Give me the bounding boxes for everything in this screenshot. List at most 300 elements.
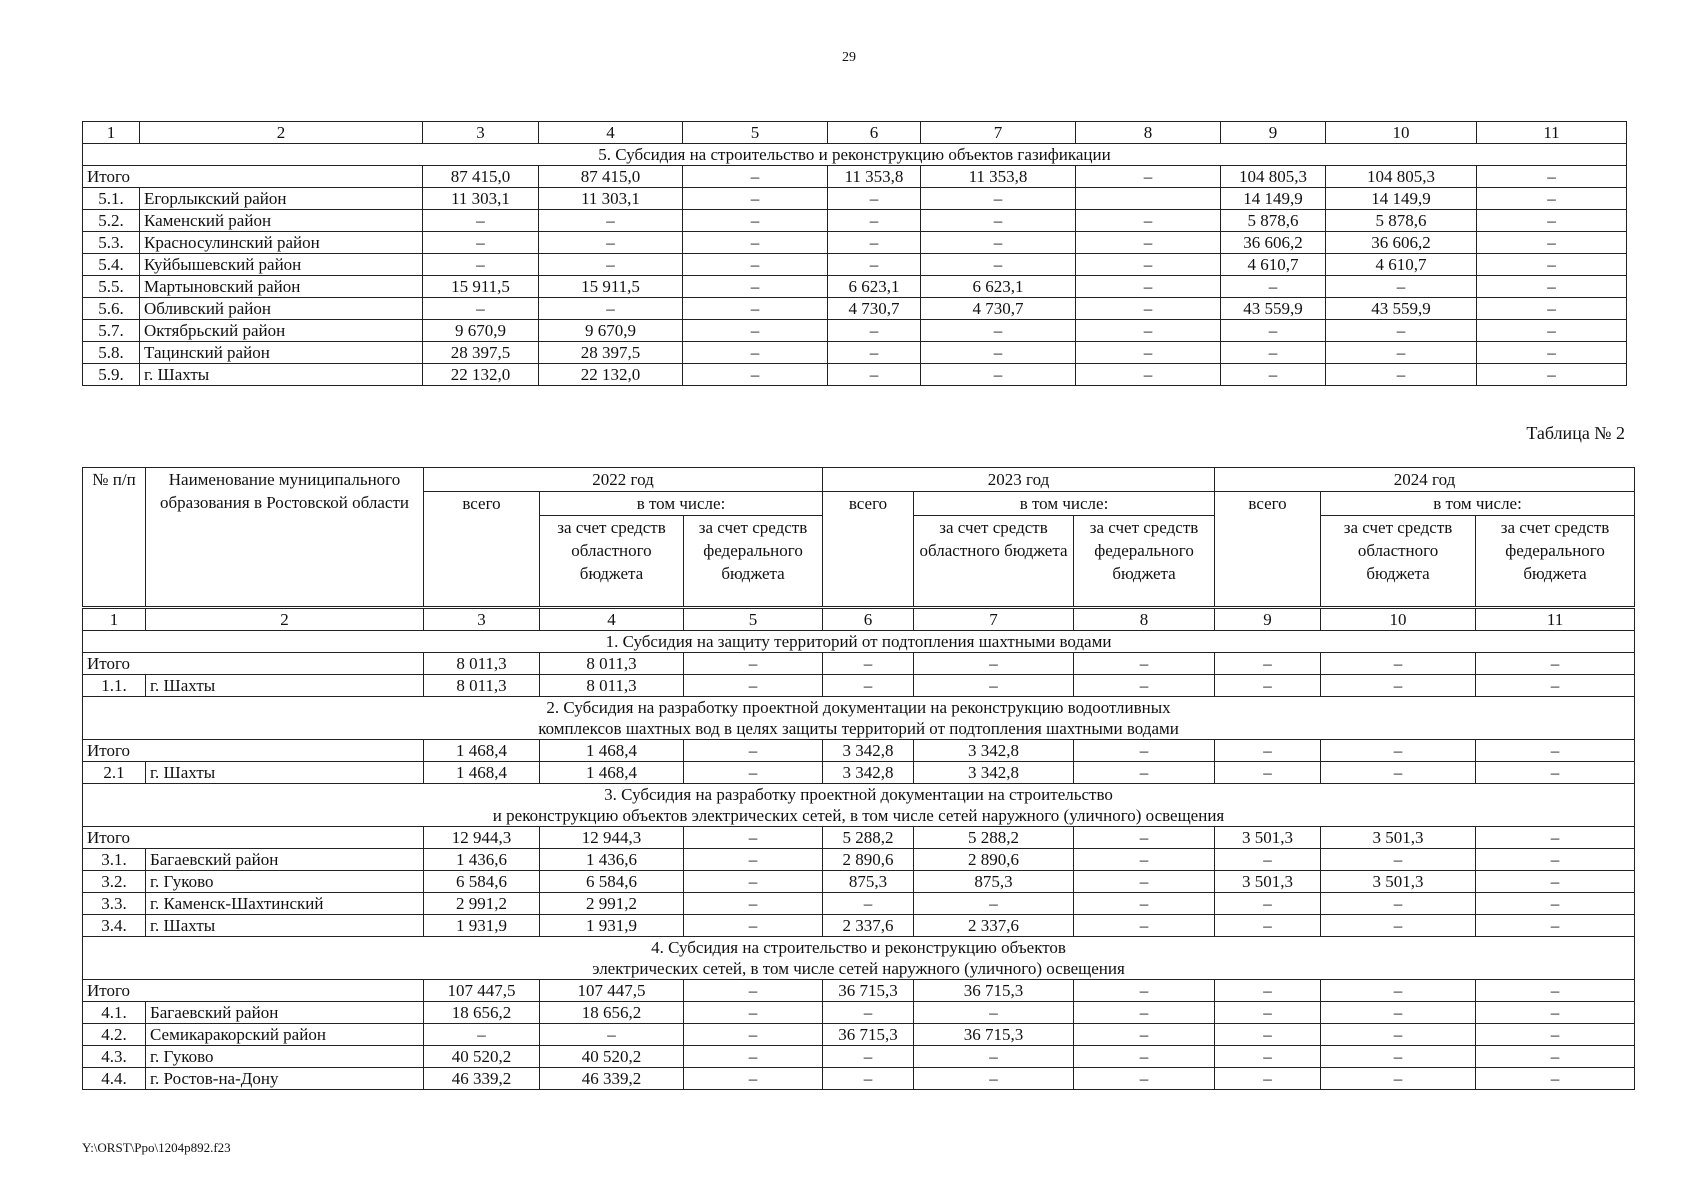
value-cell: – (823, 893, 914, 915)
section-title-line: комплексов шахтных вод в целях защиты территорий от подтопления шахтными водами (538, 719, 1179, 738)
row-number: 5.2. (83, 210, 140, 232)
table-row (83, 342, 1627, 364)
value-cell: – (1074, 762, 1215, 784)
value-cell: 22 132,0 (539, 364, 683, 386)
table-row (83, 188, 1627, 210)
value-cell: – (1215, 740, 1321, 762)
section-row (83, 697, 1635, 740)
value-cell: – (1074, 871, 1215, 893)
value-cell: 5 288,2 (823, 827, 914, 849)
value-cell: 8 011,3 (540, 653, 684, 675)
value-cell: – (823, 675, 914, 697)
value-cell: 11 303,1 (539, 188, 683, 210)
value-cell: – (1074, 675, 1215, 697)
value-cell: – (1476, 827, 1635, 849)
value-cell: – (684, 1002, 823, 1024)
header-federal-2023: за счет средств федерального бюджета (1074, 516, 1215, 608)
table-2-caption: Таблица № 2 (1526, 423, 1625, 443)
value-cell: 1 468,4 (540, 740, 684, 762)
value-cell: – (828, 210, 921, 232)
value-cell: 4 610,7 (1221, 254, 1326, 276)
value-cell: – (921, 188, 1076, 210)
value-cell: – (1215, 675, 1321, 697)
value-cell: – (1076, 166, 1221, 188)
value-cell: – (1076, 232, 1221, 254)
value-cell: – (1221, 276, 1326, 298)
page-number: 29 (842, 50, 856, 65)
header-name: Наименование муниципального образования в Ростовской области (146, 468, 424, 608)
header-total-2022: всего (424, 492, 540, 608)
value-cell: – (1321, 675, 1476, 697)
table-row (83, 1024, 1635, 1046)
municipality-name: г. Ростов-на-Дону (146, 1068, 424, 1090)
value-cell: – (683, 232, 828, 254)
value-cell: – (1477, 320, 1627, 342)
header-federal-2024: за счет средств федерального бюджета (1476, 516, 1635, 608)
value-cell: 22 132,0 (423, 364, 539, 386)
row-number: 4.1. (83, 1002, 146, 1024)
row-number: 3.4. (83, 915, 146, 937)
value-cell: – (683, 210, 828, 232)
column-number: 2 (140, 122, 423, 144)
value-cell: – (828, 320, 921, 342)
table-row (83, 210, 1627, 232)
row-number: 5.8. (83, 342, 140, 364)
section-title (83, 784, 1635, 827)
value-cell: – (1321, 1024, 1476, 1046)
value-cell: – (1215, 1002, 1321, 1024)
column-number: 10 (1326, 122, 1477, 144)
municipality-name: Багаевский район (146, 1002, 424, 1024)
row-number: 2.1 (83, 762, 146, 784)
value-cell: – (1074, 1068, 1215, 1090)
value-cell: – (1476, 1024, 1635, 1046)
value-cell: – (684, 1068, 823, 1090)
value-cell: – (683, 166, 828, 188)
table-row (83, 276, 1627, 298)
value-cell: – (1476, 915, 1635, 937)
value-cell: 2 991,2 (540, 893, 684, 915)
total-label: Итого (83, 740, 424, 762)
value-cell: 28 397,5 (539, 342, 683, 364)
value-cell: – (684, 653, 823, 675)
row-number: 1.1. (83, 675, 146, 697)
row-number: 4.2. (83, 1024, 146, 1046)
municipality-name: Семикаракорский район (146, 1024, 424, 1046)
section-title (83, 937, 1635, 980)
value-cell: 1 468,4 (424, 762, 540, 784)
value-cell: 1 468,4 (424, 740, 540, 762)
total-row (83, 980, 1635, 1002)
section-row (83, 784, 1635, 827)
value-cell: – (823, 1068, 914, 1090)
value-cell: – (1321, 849, 1476, 871)
value-cell: – (1321, 762, 1476, 784)
total-row (83, 827, 1635, 849)
row-number: 5.3. (83, 232, 140, 254)
value-cell: – (683, 188, 828, 210)
value-cell: – (828, 254, 921, 276)
value-cell: – (1215, 653, 1321, 675)
value-cell: – (1076, 298, 1221, 320)
value-cell: 107 447,5 (540, 980, 684, 1002)
section-row (83, 144, 1627, 166)
value-cell: – (684, 827, 823, 849)
value-cell: 12 944,3 (540, 827, 684, 849)
value-cell: – (1476, 871, 1635, 893)
value-cell: – (1476, 675, 1635, 697)
section-title (83, 631, 1635, 653)
column-number: 5 (684, 608, 823, 631)
value-cell: – (684, 871, 823, 893)
municipality-name: г. Гуково (146, 871, 424, 893)
value-cell: – (914, 1068, 1074, 1090)
column-number: 3 (424, 608, 540, 631)
value-cell: – (1221, 364, 1326, 386)
municipality-name: Егорлыкский район (140, 188, 423, 210)
total-row (83, 740, 1635, 762)
value-cell: 4 730,7 (828, 298, 921, 320)
column-number-row (83, 122, 1627, 144)
section-title-line: 4. Субсидия на строительство и реконструкцию объектов (651, 938, 1066, 957)
value-cell: – (1477, 276, 1627, 298)
value-cell: – (684, 740, 823, 762)
value-cell: – (921, 342, 1076, 364)
row-number: 4.4. (83, 1068, 146, 1090)
column-number: 11 (1476, 608, 1635, 631)
value-cell: – (1477, 298, 1627, 320)
column-number: 7 (921, 122, 1076, 144)
value-cell: – (1074, 1046, 1215, 1068)
value-cell: 36 715,3 (914, 980, 1074, 1002)
total-label: Итого (83, 166, 423, 188)
value-cell: – (1477, 254, 1627, 276)
section-title-line: 2. Субсидия на разработку проектной документации на реконструкцию водоотливных (546, 698, 1171, 717)
value-cell: – (1321, 1002, 1476, 1024)
column-number: 6 (823, 608, 914, 631)
value-cell: – (1215, 1046, 1321, 1068)
value-cell: – (1321, 1046, 1476, 1068)
value-cell: 40 520,2 (424, 1046, 540, 1068)
header-federal-2022: за счет средств федерального бюджета (684, 516, 823, 608)
column-number: 4 (540, 608, 684, 631)
value-cell: 11 303,1 (423, 188, 539, 210)
row-number: 3.1. (83, 849, 146, 871)
value-cell: – (684, 1046, 823, 1068)
total-label: Итого (83, 653, 424, 675)
header-including-2022: в том числе: (540, 492, 823, 516)
municipality-name: г. Каменск-Шахтинский (146, 893, 424, 915)
section-title (83, 697, 1635, 740)
table-row (83, 232, 1627, 254)
section-title-line: 3. Субсидия на разработку проектной документации на строительство (604, 785, 1113, 804)
table-row (83, 1002, 1635, 1024)
value-cell: – (1321, 653, 1476, 675)
value-cell: – (1074, 827, 1215, 849)
column-number: 2 (146, 608, 424, 631)
municipality-name: г. Шахты (146, 675, 424, 697)
table-row (83, 254, 1627, 276)
value-cell: 2 991,2 (424, 893, 540, 915)
value-cell: 8 011,3 (424, 675, 540, 697)
value-cell: 15 911,5 (539, 276, 683, 298)
section-title-line: 1. Субсидия на защиту территорий от подтопления шахтными водами (605, 632, 1112, 651)
value-cell: 46 339,2 (540, 1068, 684, 1090)
value-cell: 875,3 (914, 871, 1074, 893)
total-label: Итого (83, 980, 424, 1002)
total-row (83, 653, 1635, 675)
value-cell: 14 149,9 (1221, 188, 1326, 210)
value-cell: – (1076, 210, 1221, 232)
value-cell: – (823, 1002, 914, 1024)
value-cell: 18 656,2 (424, 1002, 540, 1024)
value-cell: 18 656,2 (540, 1002, 684, 1024)
value-cell: 9 670,9 (423, 320, 539, 342)
value-cell: 4 610,7 (1326, 254, 1477, 276)
value-cell: 5 288,2 (914, 827, 1074, 849)
value-cell: – (683, 254, 828, 276)
value-cell: – (823, 1046, 914, 1068)
value-cell: – (539, 210, 683, 232)
value-cell: 3 501,3 (1215, 827, 1321, 849)
value-cell: 4 730,7 (921, 298, 1076, 320)
table-row (83, 364, 1627, 386)
value-cell: – (1477, 342, 1627, 364)
value-cell: 1 931,9 (540, 915, 684, 937)
row-number: 3.3. (83, 893, 146, 915)
value-cell: – (1321, 740, 1476, 762)
header-num: № п/п (83, 468, 146, 608)
value-cell: – (684, 915, 823, 937)
value-cell: – (1221, 342, 1326, 364)
municipality-name: Тацинский район (140, 342, 423, 364)
value-cell: – (914, 1002, 1074, 1024)
municipality-name: г. Шахты (140, 364, 423, 386)
value-cell: 36 715,3 (823, 980, 914, 1002)
value-cell: – (1074, 740, 1215, 762)
value-cell: – (1074, 1024, 1215, 1046)
column-number: 9 (1221, 122, 1326, 144)
value-cell: 36 606,2 (1221, 232, 1326, 254)
table-row (83, 871, 1635, 893)
value-cell: – (1076, 254, 1221, 276)
value-cell: – (1326, 276, 1477, 298)
value-cell: – (1476, 1002, 1635, 1024)
value-cell: – (823, 653, 914, 675)
value-cell: – (539, 254, 683, 276)
value-cell: – (684, 1024, 823, 1046)
header-year-2022: 2022 год (424, 468, 823, 492)
column-number: 1 (83, 122, 140, 144)
value-cell: – (683, 298, 828, 320)
value-cell: 36 606,2 (1326, 232, 1477, 254)
value-cell: – (914, 893, 1074, 915)
municipality-name: г. Гуково (146, 1046, 424, 1068)
value-cell: – (921, 210, 1076, 232)
table-row (83, 1068, 1635, 1090)
value-cell: – (683, 320, 828, 342)
table-1-continuation (82, 121, 1627, 386)
value-cell: 3 342,8 (914, 740, 1074, 762)
value-cell: 14 149,9 (1326, 188, 1477, 210)
column-number: 3 (423, 122, 539, 144)
value-cell: 104 805,3 (1221, 166, 1326, 188)
value-cell: – (1076, 364, 1221, 386)
value-cell: – (1074, 980, 1215, 1002)
value-cell: 3 342,8 (823, 740, 914, 762)
value-cell: – (1476, 893, 1635, 915)
column-number: 8 (1074, 608, 1215, 631)
header-regional-2022: за счет средств областного бюджета (540, 516, 684, 608)
column-number: 11 (1477, 122, 1627, 144)
header-total-2023: всего (823, 492, 914, 608)
value-cell: 9 670,9 (539, 320, 683, 342)
value-cell: 8 011,3 (540, 675, 684, 697)
table-row (83, 320, 1627, 342)
value-cell: 2 337,6 (914, 915, 1074, 937)
value-cell: – (1215, 893, 1321, 915)
value-cell: 8 011,3 (424, 653, 540, 675)
header-regional-2024: за счет средств областного бюджета (1321, 516, 1476, 608)
value-cell: 875,3 (823, 871, 914, 893)
value-cell: 107 447,5 (424, 980, 540, 1002)
municipality-name: Мартыновский район (140, 276, 423, 298)
table-row (83, 849, 1635, 871)
value-cell: – (423, 210, 539, 232)
value-cell: – (1477, 166, 1627, 188)
value-cell: 11 353,8 (828, 166, 921, 188)
value-cell: – (828, 342, 921, 364)
value-cell: 2 890,6 (823, 849, 914, 871)
value-cell: – (1476, 740, 1635, 762)
value-cell: – (684, 849, 823, 871)
value-cell: – (423, 232, 539, 254)
value-cell: – (1321, 893, 1476, 915)
value-cell: – (914, 1046, 1074, 1068)
value-cell: – (1076, 320, 1221, 342)
value-cell: – (1074, 1002, 1215, 1024)
value-cell: – (921, 364, 1076, 386)
value-cell: 3 342,8 (823, 762, 914, 784)
column-number: 5 (683, 122, 828, 144)
table-row (83, 762, 1635, 784)
row-number: 4.3. (83, 1046, 146, 1068)
value-cell: – (683, 276, 828, 298)
table-row (83, 675, 1635, 697)
value-cell: – (1476, 1068, 1635, 1090)
value-cell: – (424, 1024, 540, 1046)
municipality-name: Куйбышевский район (140, 254, 423, 276)
value-cell: 40 520,2 (540, 1046, 684, 1068)
section-row (83, 937, 1635, 980)
column-number: 8 (1076, 122, 1221, 144)
total-label: Итого (83, 827, 424, 849)
value-cell: – (828, 188, 921, 210)
value-cell: – (921, 254, 1076, 276)
value-cell: 43 559,9 (1326, 298, 1477, 320)
value-cell: – (1476, 849, 1635, 871)
value-cell: – (1476, 762, 1635, 784)
value-cell: – (1326, 320, 1477, 342)
value-cell: 3 501,3 (1215, 871, 1321, 893)
row-number: 5.7. (83, 320, 140, 342)
value-cell: – (1076, 276, 1221, 298)
value-cell: 36 715,3 (823, 1024, 914, 1046)
header-regional-2023: за счет средств областного бюджета (914, 516, 1074, 608)
value-cell: 3 342,8 (914, 762, 1074, 784)
table-row (83, 915, 1635, 937)
section-title-line: электрических сетей, в том числе сетей наружного (уличного) освещения (592, 959, 1125, 978)
table-row (83, 298, 1627, 320)
value-cell: – (921, 320, 1076, 342)
value-cell: – (1321, 915, 1476, 937)
value-cell: 36 715,3 (914, 1024, 1074, 1046)
value-cell: – (1215, 849, 1321, 871)
value-cell: 6 623,1 (828, 276, 921, 298)
value-cell: – (921, 232, 1076, 254)
section-title: 5. Субсидия на строительство и реконструкцию объектов газификации (83, 144, 1627, 166)
value-cell: 1 931,9 (424, 915, 540, 937)
municipality-name: Обливский район (140, 298, 423, 320)
header-total-2024: всего (1215, 492, 1321, 608)
value-cell: – (1477, 232, 1627, 254)
value-cell: – (684, 893, 823, 915)
value-cell (1076, 188, 1221, 210)
row-number: 5.5. (83, 276, 140, 298)
value-cell: – (1215, 915, 1321, 937)
column-number: 4 (539, 122, 683, 144)
value-cell: – (683, 342, 828, 364)
value-cell: – (684, 675, 823, 697)
value-cell: – (684, 762, 823, 784)
value-cell: – (1476, 980, 1635, 1002)
header-row-years (83, 468, 1635, 492)
section-title-line: и реконструкцию объектов электрических сетей, в том числе сетей наружного (уличного) освещения (492, 806, 1225, 825)
value-cell: – (1215, 980, 1321, 1002)
municipality-name: Октябрьский район (140, 320, 423, 342)
value-cell: – (540, 1024, 684, 1046)
row-number: 3.2. (83, 871, 146, 893)
value-cell: – (914, 653, 1074, 675)
value-cell: 1 436,6 (540, 849, 684, 871)
value-cell: – (684, 980, 823, 1002)
table-row (83, 1046, 1635, 1068)
value-cell: 6 584,6 (540, 871, 684, 893)
value-cell: – (1074, 849, 1215, 871)
value-cell: – (1321, 980, 1476, 1002)
value-cell: – (1215, 1024, 1321, 1046)
value-cell: – (828, 364, 921, 386)
value-cell: 1 436,6 (424, 849, 540, 871)
value-cell: – (1476, 1046, 1635, 1068)
value-cell: 12 944,3 (424, 827, 540, 849)
value-cell: – (828, 232, 921, 254)
value-cell: – (914, 675, 1074, 697)
value-cell: 6 584,6 (424, 871, 540, 893)
header-year-2024: 2024 год (1215, 468, 1635, 492)
value-cell: – (1074, 915, 1215, 937)
row-number: 5.1. (83, 188, 140, 210)
value-cell: – (1076, 342, 1221, 364)
value-cell: 87 415,0 (539, 166, 683, 188)
value-cell: – (1215, 762, 1321, 784)
column-number: 1 (83, 608, 146, 631)
column-number-row (83, 608, 1635, 631)
value-cell: 11 353,8 (921, 166, 1076, 188)
header-including-2024: в том числе: (1321, 492, 1635, 516)
total-row (83, 166, 1627, 188)
municipality-name: г. Шахты (146, 915, 424, 937)
